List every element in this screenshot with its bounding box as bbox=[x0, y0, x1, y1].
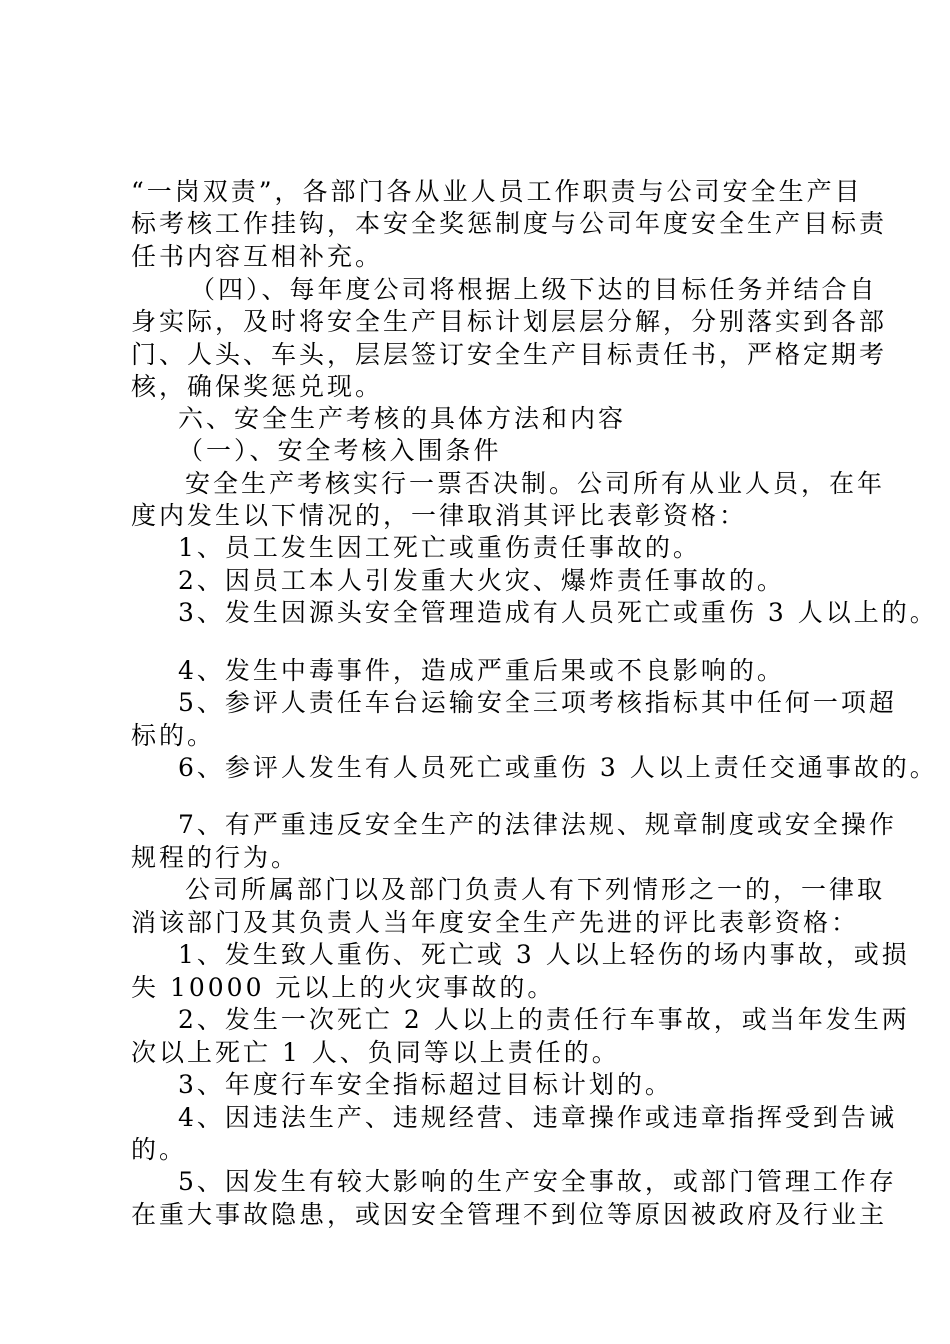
list-item: 2、发生一次死亡 2 人以上的责任行车事故，或当年发生两 bbox=[178, 1005, 910, 1034]
text-line: 公司所属部门以及部门负责人有下列情形之一的，一律取 bbox=[185, 875, 886, 904]
text-line: 次以上死亡 1 人、负同等以上责任的。 bbox=[131, 1038, 620, 1067]
list-item: 1、发生致人重伤、死亡或 3 人以上轻伤的场内事故，或损 bbox=[178, 940, 910, 969]
list-item: 6、参评人发生有人员死亡或重伤 3 人以上责任交通事故的。 bbox=[178, 753, 938, 782]
list-item: 4、发生中毒事件，造成严重后果或不良影响的。 bbox=[178, 656, 785, 685]
list-item: 5、因发生有较大影响的生产安全事故，或部门管理工作存 bbox=[178, 1167, 897, 1196]
text-line: 规程的行为。 bbox=[131, 843, 300, 872]
text-line: “一岗双责”，各部门各从业人员工作职责与公司安全生产目 bbox=[131, 177, 863, 206]
text-line: 核，确保奖惩兑现。 bbox=[131, 372, 384, 401]
text-line: 的。 bbox=[131, 1135, 188, 1164]
list-item: 2、因员工本人引发重大火灾、爆炸责任事故的。 bbox=[178, 566, 785, 595]
subsection-heading: （一）、安全考核入围条件 bbox=[178, 436, 502, 465]
text-line: 门、人头、车头，层层签订安全生产目标责任书，严格定期考 bbox=[131, 340, 888, 369]
text-line: 消该部门及其负责人当年度安全生产先进的评比表彰资格： bbox=[131, 908, 860, 937]
text-line: 标考核工作挂钩，本安全奖惩制度与公司年度安全生产目标责 bbox=[131, 209, 888, 238]
text-line: 度内发生以下情况的，一律取消其评比表彰资格： bbox=[131, 501, 748, 530]
list-item: 1、员工发生因工死亡或重伤责任事故的。 bbox=[178, 533, 701, 562]
list-item: 4、因违法生产、违规经营、违章操作或违章指挥受到告诫 bbox=[178, 1103, 897, 1132]
list-item: 3、年度行车安全指标超过目标计划的。 bbox=[178, 1070, 673, 1099]
list-item: 7、有严重违反安全生产的法律法规、规章制度或安全操作 bbox=[178, 810, 897, 839]
text-line: 任书内容互相补充。 bbox=[131, 242, 384, 271]
list-item: 3、发生因源头安全管理造成有人员死亡或重伤 3 人以上的。 bbox=[178, 598, 938, 627]
text-line: （四）、每年度公司将根据上级下达的目标任务并结合自 bbox=[190, 275, 878, 304]
text-line: 在重大事故隐患，或因安全管理不到位等原因被政府及行业主 bbox=[131, 1200, 888, 1229]
text-line: 身实际，及时将安全生产目标计划层层分解，分别落实到各部 bbox=[131, 307, 888, 336]
text-line: 失 10000 元以上的火灾事故的。 bbox=[131, 973, 556, 1002]
text-line: 标的。 bbox=[131, 721, 216, 750]
list-item: 5、参评人责任车台运输安全三项考核指标其中任何一项超 bbox=[178, 688, 897, 717]
section-heading: 六、安全生产考核的具体方法和内容 bbox=[178, 404, 627, 433]
text-line: 安全生产考核实行一票否决制。公司所有从业人员，在年 bbox=[185, 469, 886, 498]
